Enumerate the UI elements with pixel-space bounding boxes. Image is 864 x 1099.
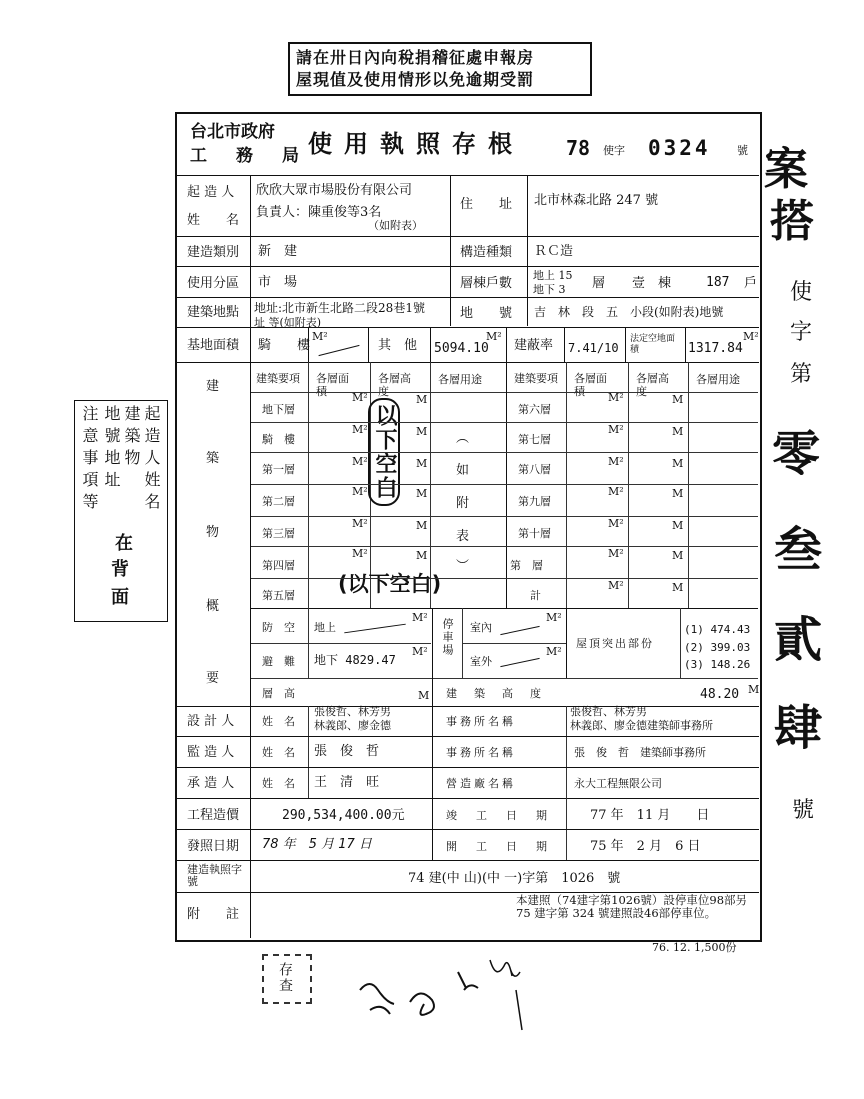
area-unit-r: M² [608,485,624,498]
area-unit-r: M² [608,455,624,468]
height-unit: M [416,487,428,500]
building-side-3: 物 [206,525,220,540]
usage-mark: 附 [456,496,470,511]
print-info: 76. 12. 1,500份 [652,941,737,954]
area-unit: M² [352,517,368,530]
right-margin-char: 肆 [774,700,823,756]
floor-row-right: 第七層 [518,433,551,446]
parking-label: 停車場 [441,618,454,657]
other-label: 其 他 [378,338,418,353]
notice-line-2: 屋現值及使用情形以免逾期受罰 [296,70,535,89]
height-unit-r: M [672,457,684,470]
height-unit-r: M [672,425,684,438]
right-margin-char: 字 [790,320,813,345]
lot-value: 吉 林 段 五 小段(如附表)地號 [534,305,724,319]
permit-label: 建造執照字號 [187,863,242,888]
address-value: 北市林森北路 247 號 [534,193,659,208]
permit-number: 0324 [648,136,711,160]
left-note-extra-3: 面 [111,587,129,608]
parking-indoor: 室內 [470,621,492,634]
arcade-label: 騎 樓 [258,338,311,353]
left-note-col-3: 地號地址 [102,405,121,493]
applicant-representative: 負責人：陳重俊等3名 [256,205,382,220]
left-note-extra-1: 在 [115,533,133,554]
issue-date: 78 年 5 月 17 日 [262,837,372,852]
firm-label: 事務所名稱 [446,715,516,728]
applicant-label: 起 造 人 [187,185,235,200]
height-unit-r: M [672,519,684,532]
floors-label: 層棟戶數 [460,276,513,291]
legal-area-value: 1317.84 [688,341,743,356]
designer-firm-2: 林義郎、廖金德建築師事務所 [570,719,713,732]
right-margin-char: 號 [792,798,815,823]
legal-area-label: 法定空地面積 [630,334,676,355]
supervisor-firm: 張 俊 哲 建築師事務所 [574,746,706,759]
roof-value-1: (1) 474.43 [684,623,751,636]
height-unit: M [416,393,428,406]
col-header-item: 建築要項 [256,372,300,385]
name-label: 姓 名 [262,777,295,790]
floors-below: 地下 3 [533,283,566,296]
agency-line-2: 工 務 局 [190,146,305,166]
height-unit: M [416,457,428,470]
structure-value: ＲＣ造 [534,244,574,259]
handwritten-blank-vertical: 以下空白 [368,398,400,506]
applicant-label-2: 姓 名 [187,213,240,228]
area-unit: M² [352,455,368,468]
use-zone-label: 使用分區 [187,276,240,291]
col-header-height-r: 各層高度 [636,372,669,398]
floor-row-right: 第六層 [518,403,551,416]
base-area-label: 基地面積 [187,338,240,353]
designer-names: 張俊哲、林芳男 [314,705,391,718]
area-unit: M² [352,485,368,498]
total-height-label: 建 築 高 度 [446,687,544,700]
title-suffix: 號 [737,144,748,157]
area-unit: M² [352,547,368,560]
usage-mark: ︵ [456,431,470,446]
handwritten-signature [340,950,540,1040]
usage-mark: 計 [530,589,541,602]
refuge-value: 地下 4829.47 [314,653,396,667]
agency-line-1: 台北市政府 [190,122,275,142]
households: 187 [706,275,730,290]
contractor-label: 承 造 人 [187,776,235,791]
other-unit: M² [486,330,502,343]
floor-row: 地下層 [262,403,295,416]
designer-names-2: 林義郎、廖金德 [314,719,391,732]
area-unit: M² [352,423,368,436]
building-side-1: 建 [206,379,220,394]
left-note-col-2: 建築物 [122,405,141,471]
notice-box [288,42,592,96]
firm-label: 事務所名稱 [446,746,516,759]
floors-above: 地上 15 [533,269,573,282]
supervisor-label: 監 造 人 [187,745,235,760]
floor-row: 第五層 [262,589,295,602]
story-height-label: 層 高 [262,687,295,700]
applicant-note: （如附表） [368,219,423,232]
title-year: 78 [566,136,591,160]
area-unit-r: M² [608,579,624,592]
col-header-area-r: 各層面積 [574,372,607,398]
applicant-name: 欣欣大眾市場股份有限公司 [256,183,413,198]
refuge-unit: M² [412,645,428,658]
floor-row: 騎 樓 [262,433,295,446]
right-margin-char: 第 [790,362,813,387]
total-height-value: 48.20 [700,687,740,702]
left-note-col-1: 起造人姓名 [142,405,161,515]
site-value: 地址:北市新生北路二段28巷1號 [254,301,425,315]
left-note-box [74,400,168,622]
col-header-item-r: 建築要項 [514,372,558,385]
document-title: 使用執照存根 [308,129,524,158]
legal-area-unit: M² [743,330,759,343]
supervisor-name: 張 俊 哲 [314,744,380,759]
build-category-label: 建造類別 [187,245,240,260]
building-side-4: 概 [206,599,220,614]
issue-label: 發照日期 [187,839,240,854]
start-date: 75 年 2 月 6 日 [590,839,701,854]
floor-row-right: 第八層 [518,463,551,476]
height-unit-r: M [672,393,684,406]
col-header-usage: 各層用途 [438,373,482,386]
name-label: 姓 名 [262,715,295,728]
height-unit: M [416,549,428,562]
builder-firm-label: 營造廠名稱 [446,777,516,790]
parking-outdoor-unit: M² [546,645,562,658]
build-category-value: 新 建 [258,244,298,259]
building-side-5: 要 [206,671,220,686]
use-zone-value: 市 場 [258,275,298,290]
contractor-name: 王 清 旺 [314,775,380,790]
archive-stamp [262,954,312,1004]
roof-value-2: (2) 399.03 [684,641,751,654]
height-unit-r: M [672,487,684,500]
total-height-unit: M [748,683,760,696]
builder-firm: 永大工程無限公司 [574,777,662,790]
coverage-label: 建蔽率 [514,338,554,353]
site-value-2: 址 等(如附表) [254,316,322,329]
handwritten-blank-horizontal: (以下空白) [338,572,442,596]
other-value: 5094.10 [434,341,489,356]
floor-row-right: 第 層 [510,559,543,572]
stamp-text: 存查 [277,962,293,994]
usage-mark: 表 [456,529,470,544]
floors-unit: 層 [592,276,606,291]
parking-indoor-unit: M² [546,611,562,624]
site-label: 建築地點 [187,305,240,320]
right-margin-char: 叁 [774,522,823,578]
civil-defense-above: 地上 [314,621,336,634]
col-header-area: 各層面積 [316,372,349,398]
col-header-usage-r: 各層用途 [696,373,740,386]
area-unit-r: M² [608,391,624,404]
building-count: 壹 棟 [632,276,672,291]
roof-value-3: (3) 148.26 [684,658,751,671]
civil-defense-label: 防 空 [262,621,295,634]
floor-row-right: 第十層 [518,527,551,540]
height-unit-r: M [672,581,684,594]
right-margin-char: 案 [764,144,808,195]
roof-label: 屋頂突出部份 [576,637,654,650]
notice-line-1: 請在卅日內向稅捐稽征處申報房 [296,48,535,67]
designer-label: 設 計 人 [187,714,235,729]
structure-label: 構造種類 [460,245,513,260]
coverage-value: 7.41/10 [568,341,619,355]
height-unit: M [416,425,428,438]
designer-firm: 張俊哲、林芳男 [570,705,647,718]
civil-defense-unit: M² [412,611,428,624]
arcade-unit: M² [312,330,328,343]
cost-label: 工程造價 [187,808,240,823]
left-note-col-4: 注意事項等 [80,405,99,515]
start-label: 開 工 日 期 [446,840,551,853]
name-label: 姓 名 [262,746,295,759]
parking-outdoor: 室外 [470,655,492,668]
households-unit: 戶 [744,276,758,291]
complete-label: 竣 工 日 期 [446,809,551,822]
floor-row: 第一層 [262,463,295,476]
floor-row: 第四層 [262,559,295,572]
building-side-2: 築 [206,451,220,466]
area-unit-r: M² [608,517,624,530]
usage-mark: 如 [456,463,470,478]
col-header-height: 各層高度 [378,372,411,398]
remarks-value: 本建照（74建字第1026號）設停車位98部另75 建字第 324 號建照設46部停車位。 [516,893,748,920]
right-margin-char: 使 [790,280,813,305]
cost-value: 290,534,400.00元 [282,808,405,823]
remarks-label: 附 註 [187,907,240,922]
area-unit-r: M² [608,423,624,436]
right-margin-char: 搭 [770,196,814,247]
floor-row: 第二層 [262,495,295,508]
title-type: 使字 [603,144,625,157]
right-margin-char: 貳 [774,612,823,668]
refuge-label: 避 難 [262,655,295,668]
right-margin-char: 零 [772,426,821,482]
left-note-extra-2: 背 [111,559,129,580]
complete-date: 77 年 11 月 日 [590,808,710,823]
permit-value: 74 建(中 山)(中 一)字第 1026 號 [408,871,621,886]
usage-mark: ︶ [456,559,470,574]
story-height-unit: M [418,689,430,702]
address-label: 住 址 [460,197,513,212]
floor-row: 第三層 [262,527,295,540]
height-unit-r: M [672,549,684,562]
floor-row-right: 第九層 [518,495,551,508]
area-unit: M² [352,391,368,404]
area-unit-r: M² [608,547,624,560]
lot-label: 地 號 [460,306,513,321]
height-unit: M [416,519,428,532]
